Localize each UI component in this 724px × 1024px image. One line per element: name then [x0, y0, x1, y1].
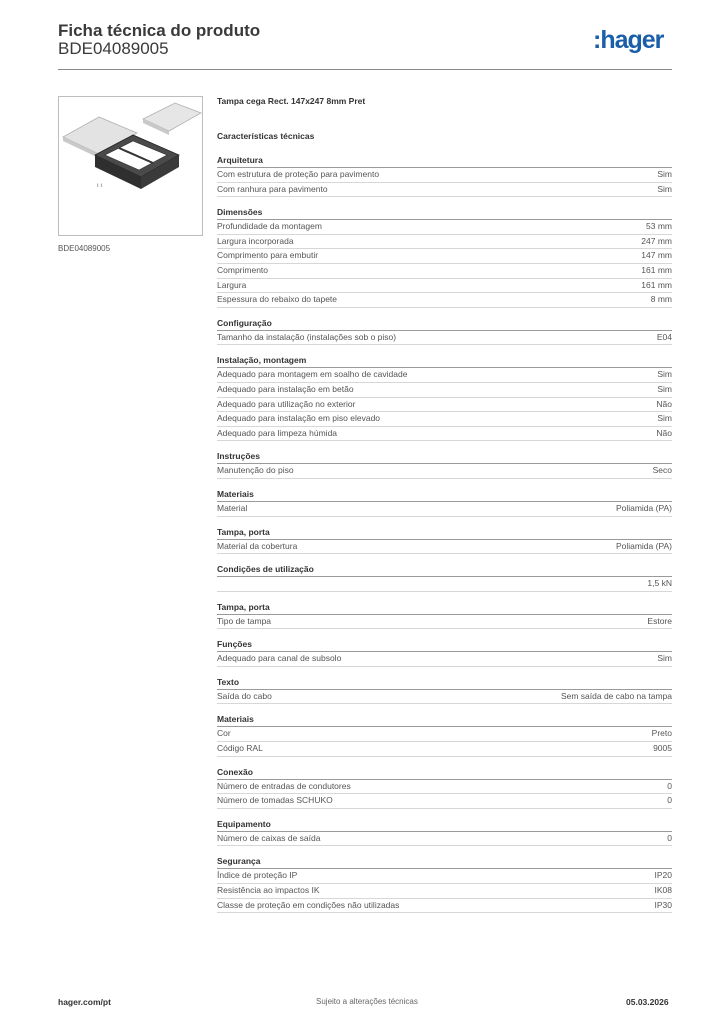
spec-value: Não [656, 398, 672, 409]
spec-row [217, 832, 672, 847]
spec-value: 161 mm [641, 264, 672, 275]
spec-label: Adequado para montagem em soalho de cavidade [217, 369, 408, 380]
spec-label: Adequado para instalação em piso elevado [217, 413, 381, 424]
spec-row [217, 652, 672, 667]
spec-section [217, 639, 672, 667]
spec-section [217, 677, 672, 705]
spec-row [217, 279, 672, 294]
spec-value: Sim [657, 183, 672, 194]
spec-value: IK08 [654, 885, 672, 896]
section-title: Tampa, porta [217, 527, 672, 540]
spec-row [217, 412, 672, 427]
spec-value: Sim [657, 383, 672, 394]
technical-characteristics-heading: Características técnicas [217, 131, 315, 141]
spec-section [217, 355, 672, 441]
spec-value: Seco [652, 465, 672, 476]
spec-row [217, 884, 672, 899]
spec-value: 0 [667, 780, 672, 791]
spec-label: Comprimento para embutir [217, 250, 319, 261]
logo-text: hager [600, 26, 664, 54]
spec-label: Com estrutura de proteção para pavimento [217, 169, 380, 179]
logo-colon: : [593, 26, 601, 54]
spec-value: Sim [657, 169, 672, 179]
section-title: Instruções [217, 451, 672, 464]
spec-value: 0 [667, 832, 672, 843]
section-title: Equipamento [217, 819, 672, 832]
spec-section [217, 207, 672, 308]
spec-label: Profundidade da montagem [217, 221, 322, 232]
spec-value: 147 mm [641, 250, 672, 261]
spec-value: 8 mm [650, 294, 672, 305]
section-title: Materiais [217, 714, 672, 727]
image-caption: BDE04089005 [58, 244, 111, 253]
spec-row [217, 398, 672, 413]
spec-label: Índice de proteção IP [217, 870, 298, 881]
spec-section [217, 714, 672, 756]
spec-row [217, 502, 672, 517]
spec-value: Poliamida (PA) [615, 540, 672, 551]
spec-table [217, 155, 672, 923]
spec-value: Sem saída de cabo na tampa [560, 690, 672, 701]
spec-row [217, 899, 672, 914]
hager-logo [593, 26, 663, 55]
spec-value: Sim [657, 369, 672, 380]
spec-row [217, 615, 672, 630]
spec-value: IP20 [654, 870, 672, 881]
spec-value: Sim [657, 413, 672, 424]
spec-label: Saída do cabo [217, 690, 272, 701]
product-name: Tampa cega Rect. 147x247 8mm Pret [217, 96, 366, 106]
spec-row [217, 464, 672, 479]
spec-label: Adequado para limpeza húmida [217, 427, 338, 438]
spec-value: Não [656, 427, 672, 438]
footer-note: Sujeito a alterações técnicas [316, 997, 418, 1006]
spec-value: Sim [657, 653, 672, 664]
spec-row [217, 869, 672, 884]
spec-value: Poliamida (PA) [615, 502, 672, 513]
spec-value: 9005 [653, 743, 672, 754]
section-title: Dimensões [217, 207, 672, 220]
spec-label: Adequado para canal de subsolo [217, 653, 342, 664]
spec-section [217, 564, 672, 592]
spec-row [217, 249, 672, 264]
spec-row [217, 577, 672, 592]
section-title: Segurança [217, 856, 672, 869]
spec-label: Tamanho da instalação (instalações sob o piso) [217, 331, 397, 342]
section-title: Texto [217, 677, 672, 690]
spec-row [217, 727, 672, 742]
spec-row [217, 780, 672, 795]
spec-section [217, 155, 672, 197]
spec-row [217, 264, 672, 279]
page-title: Ficha técnica do produto [58, 21, 261, 40]
spec-value: E04 [656, 331, 672, 342]
header-divider [58, 69, 672, 70]
spec-section [217, 602, 672, 630]
spec-label: Número de entradas de condutores [217, 780, 351, 791]
spec-section [217, 819, 672, 847]
spec-value: 247 mm [641, 235, 672, 246]
spec-label: Código RAL [217, 743, 263, 754]
spec-label: Comprimento [217, 264, 269, 275]
spec-section [217, 767, 672, 809]
spec-value: Estore [647, 615, 672, 626]
floor-box-cover-illustration [59, 97, 202, 235]
spec-row [217, 742, 672, 757]
spec-row [217, 235, 672, 250]
spec-label: Largura incorporada [217, 235, 294, 246]
spec-label: Número de caixas de saída [217, 832, 321, 843]
section-title: Instalação, montagem [217, 355, 672, 368]
spec-label: Adequado para utilização no exterior [217, 398, 356, 409]
spec-row [217, 690, 672, 705]
spec-label: Resistência ao impactos IK [217, 885, 320, 896]
spec-label: Largura [217, 279, 247, 290]
spec-label: Espessura do rebaixo do tapete [217, 294, 338, 305]
spec-label: Material da cobertura [217, 540, 298, 551]
section-title: Configuração [217, 318, 672, 331]
spec-row [217, 293, 672, 308]
spec-row [217, 794, 672, 809]
spec-row [217, 540, 672, 555]
spec-section [217, 489, 672, 517]
spec-row [217, 168, 672, 183]
spec-value: Preto [651, 728, 672, 739]
spec-label: Tipo de tampa [217, 615, 272, 626]
svg-text:ı ı: ı ı [97, 183, 103, 189]
spec-row [217, 383, 672, 398]
spec-row [217, 183, 672, 198]
spec-label: Com ranhura para pavimento [217, 183, 328, 194]
spec-section [217, 856, 672, 913]
spec-section [217, 318, 672, 346]
spec-label: Classe de proteção em condições não utilizadas [217, 899, 400, 910]
spec-value: 1,5 kN [647, 578, 672, 589]
spec-label: Cor [217, 728, 231, 739]
spec-value: 53 mm [646, 221, 672, 232]
footer-date: 05.03.2026 [626, 997, 669, 1007]
product-image [58, 96, 203, 236]
spec-label: Material [217, 502, 248, 513]
section-title: Tampa, porta [217, 602, 672, 615]
spec-value: IP30 [654, 899, 672, 910]
spec-label: Manutenção do piso [217, 465, 294, 476]
section-title: Materiais [217, 489, 672, 502]
section-title: Conexão [217, 767, 672, 780]
spec-section [217, 451, 672, 479]
spec-section [217, 527, 672, 555]
spec-row [217, 368, 672, 383]
spec-row [217, 331, 672, 346]
spec-label: Adequado para instalação em betão [217, 383, 354, 394]
spec-value: 161 mm [641, 279, 672, 290]
spec-row [217, 220, 672, 235]
section-title: Condições de utilização [217, 564, 672, 577]
spec-row [217, 427, 672, 442]
footer-website[interactable]: hager.com/pt [58, 997, 111, 1007]
product-code: BDE04089005 [58, 39, 169, 58]
section-title: Funções [217, 639, 672, 652]
spec-label: Número de tomadas SCHUKO [217, 795, 333, 806]
section-title: Arquitetura [217, 155, 672, 168]
spec-value: 0 [667, 795, 672, 806]
